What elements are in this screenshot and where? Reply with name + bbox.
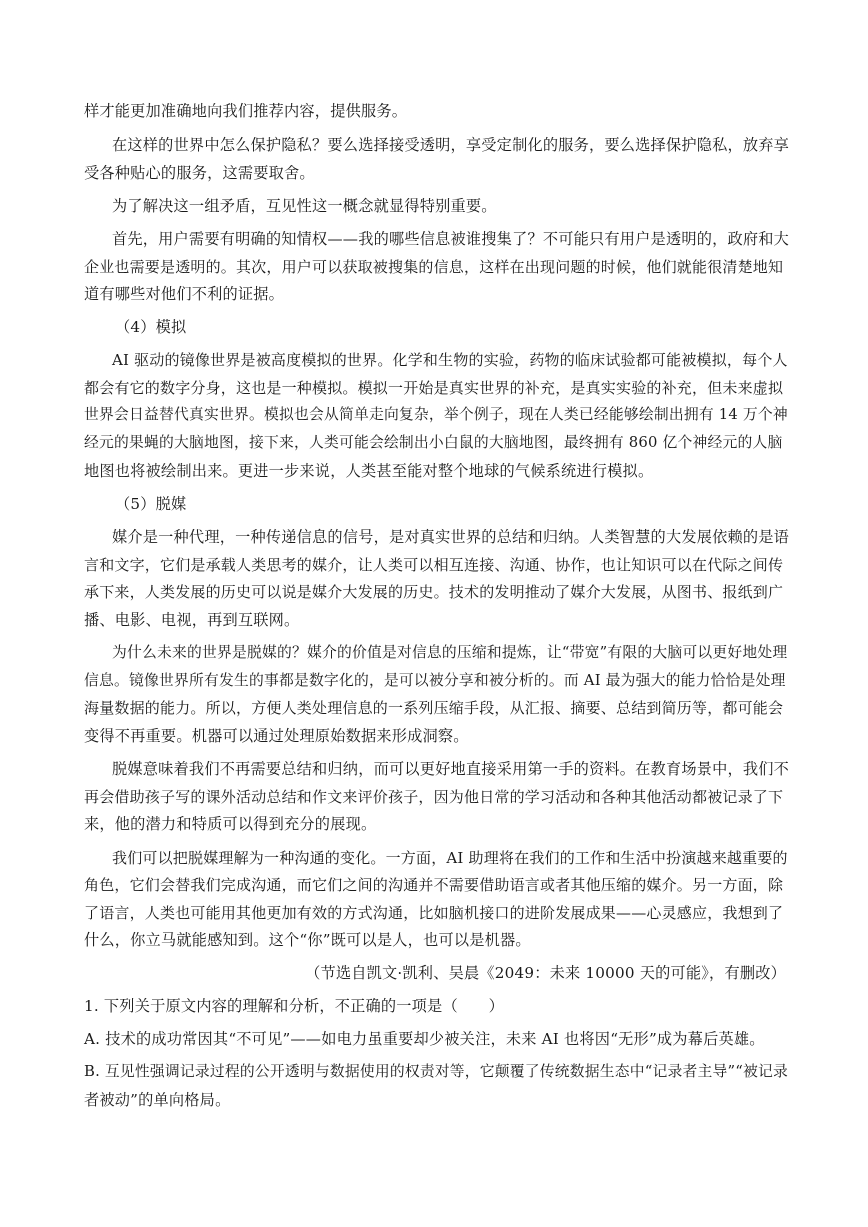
paragraph-line: 都会有它的数字分身，这也是一种模拟。模拟一开始是真实世界的补充，是真实实验的补充，但未来虚拟 <box>84 379 784 397</box>
paragraph-line: 样才能更加准确地向我们推荐内容，提供服务。 <box>84 102 408 120</box>
paragraph-line: 来，他的潜力和特质可以得到充分的展现。 <box>84 815 377 833</box>
paragraph-line: 首先，用户需要有明确的知情权——我的哪些信息被谁搜集了？不可能只有用户是透明的，政府和大 <box>112 230 790 248</box>
answer-option-a: A. 技术的成功常因其“不可见”——如电力虽重要却少被关注，未来 AI 也将因“无形”成为幕后英雄。 <box>84 1030 765 1048</box>
paragraph-line: 变得不再重要。机器可以通过处理原始数据来形成洞察。 <box>84 727 469 745</box>
paragraph-line: 海量数据的能力。所以，方便人类处理信息的一系列压缩手段，从汇报、摘要、总结到简历等，都可能会 <box>84 699 784 717</box>
paragraph-line: 承下来，人类发展的历史可以说是媒介大发展的历史。技术的发明推动了媒介大发展，从图书、报纸到广 <box>84 583 784 601</box>
paragraph-line: 地图也将被绘制出来。更进一步来说，人类甚至能对整个地球的气候系统进行模拟。 <box>84 462 654 480</box>
paragraph-line: 为什么未来的世界是脱媒的？媒介的价值是对信息的压缩和提炼，让“带宽”有限的大脑可以更好地处理 <box>112 644 788 661</box>
section-heading: （4）模拟 <box>115 318 187 336</box>
paragraph-line: 道有哪些对他们不利的证据。 <box>84 285 285 303</box>
paragraph-line: 言和文字，它们是承载人类思考的媒介，让人类可以相互连接、沟通、协作，也让知识可以在代际之间传 <box>84 556 784 574</box>
question-stem: 1. 下列关于原文内容的理解和分析，不正确的一项是（ ） <box>84 997 504 1015</box>
section-heading: （5）脱媒 <box>115 495 187 513</box>
paragraph-line: 信息。镜像世界所有发生的事都是数字化的，是可以被分享和被分析的。而 AI 最为强大的能力恰恰是处理 <box>84 672 786 689</box>
paragraph-line: 脱媒意味着我们不再需要总结和归纳，而可以更好地直接采用第一手的资料。在教育场景中，我们不 <box>112 760 790 778</box>
paragraph-line: 企业也需要是透明的。其次，用户可以获取被搜集的信息，这样在出现问题的时候，他们就能很清楚地知 <box>84 258 784 276</box>
paragraph-line: 了语言，人类也可能用其他更加有效的方式沟通，比如脑机接口的进阶发展成果——心灵感应，我想到了 <box>84 904 784 922</box>
paragraph-line: 播、电影、电视，再到互联网。 <box>84 611 300 629</box>
paragraph-line: AI 驱动的镜像世界是被高度模拟的世界。化学和生物的实验，药物的临床试验都可能被模拟，每个人 <box>112 351 788 369</box>
paragraph-line: 媒介是一种代理，一种传递信息的信号，是对真实世界的总结和归纳。人类智慧的大发展依赖的是语 <box>112 528 790 546</box>
paragraph-line: 我们可以把脱媒理解为一种沟通的变化。一方面，AI 助理将在我们的工作和生活中扮演越来越重要的 <box>112 849 788 867</box>
answer-option-b: B. 互见性强调记录过程的公开透明与数据使用的权责对等，它颠覆了传统数据生态中“记录者主导”“被记录 <box>84 1063 789 1080</box>
paragraph-line: 受各种贴心的服务，这需要取舍。 <box>84 164 315 182</box>
paragraph-line: 再会借助孩子写的课外活动总结和作文来评价孩子，因为他日常的学习活动和各种其他活动都被记录了下 <box>84 788 784 806</box>
paragraph-line: 经元的果蝇的大脑地图，接下来，人类可能会绘制出小白鼠的大脑地图，最终拥有 860 亿个神经元的人脑 <box>84 434 783 451</box>
source-citation: （节选自凯文·凯利、吴晨《2049：未来 10000 天的可能》，有删改） <box>305 964 786 982</box>
paragraph-line: 角色，它们会替我们完成沟通，而它们之间的沟通并不需要借助语言或者其他压缩的媒介。另一方面，除 <box>84 876 784 894</box>
paragraph-line: 在这样的世界中怎么保护隐私？要么选择接受透明，享受定制化的服务，要么选择保护隐私，放弃享 <box>112 136 790 154</box>
answer-option-b-continued: 者被动”的单向格局。 <box>84 1091 231 1109</box>
paragraph-line: 世界会日益替代真实世界。模拟也会从简单走向复杂，举个例子，现在人类已经能够绘制出拥有 14 万个神 <box>84 406 788 423</box>
paragraph-line: 什么，你立马就能感知到。这个“你”既可以是人，也可以是机器。 <box>84 931 531 949</box>
paragraph-line: 为了解决这一组矛盾，互见性这一概念就显得特别重要。 <box>112 197 497 215</box>
